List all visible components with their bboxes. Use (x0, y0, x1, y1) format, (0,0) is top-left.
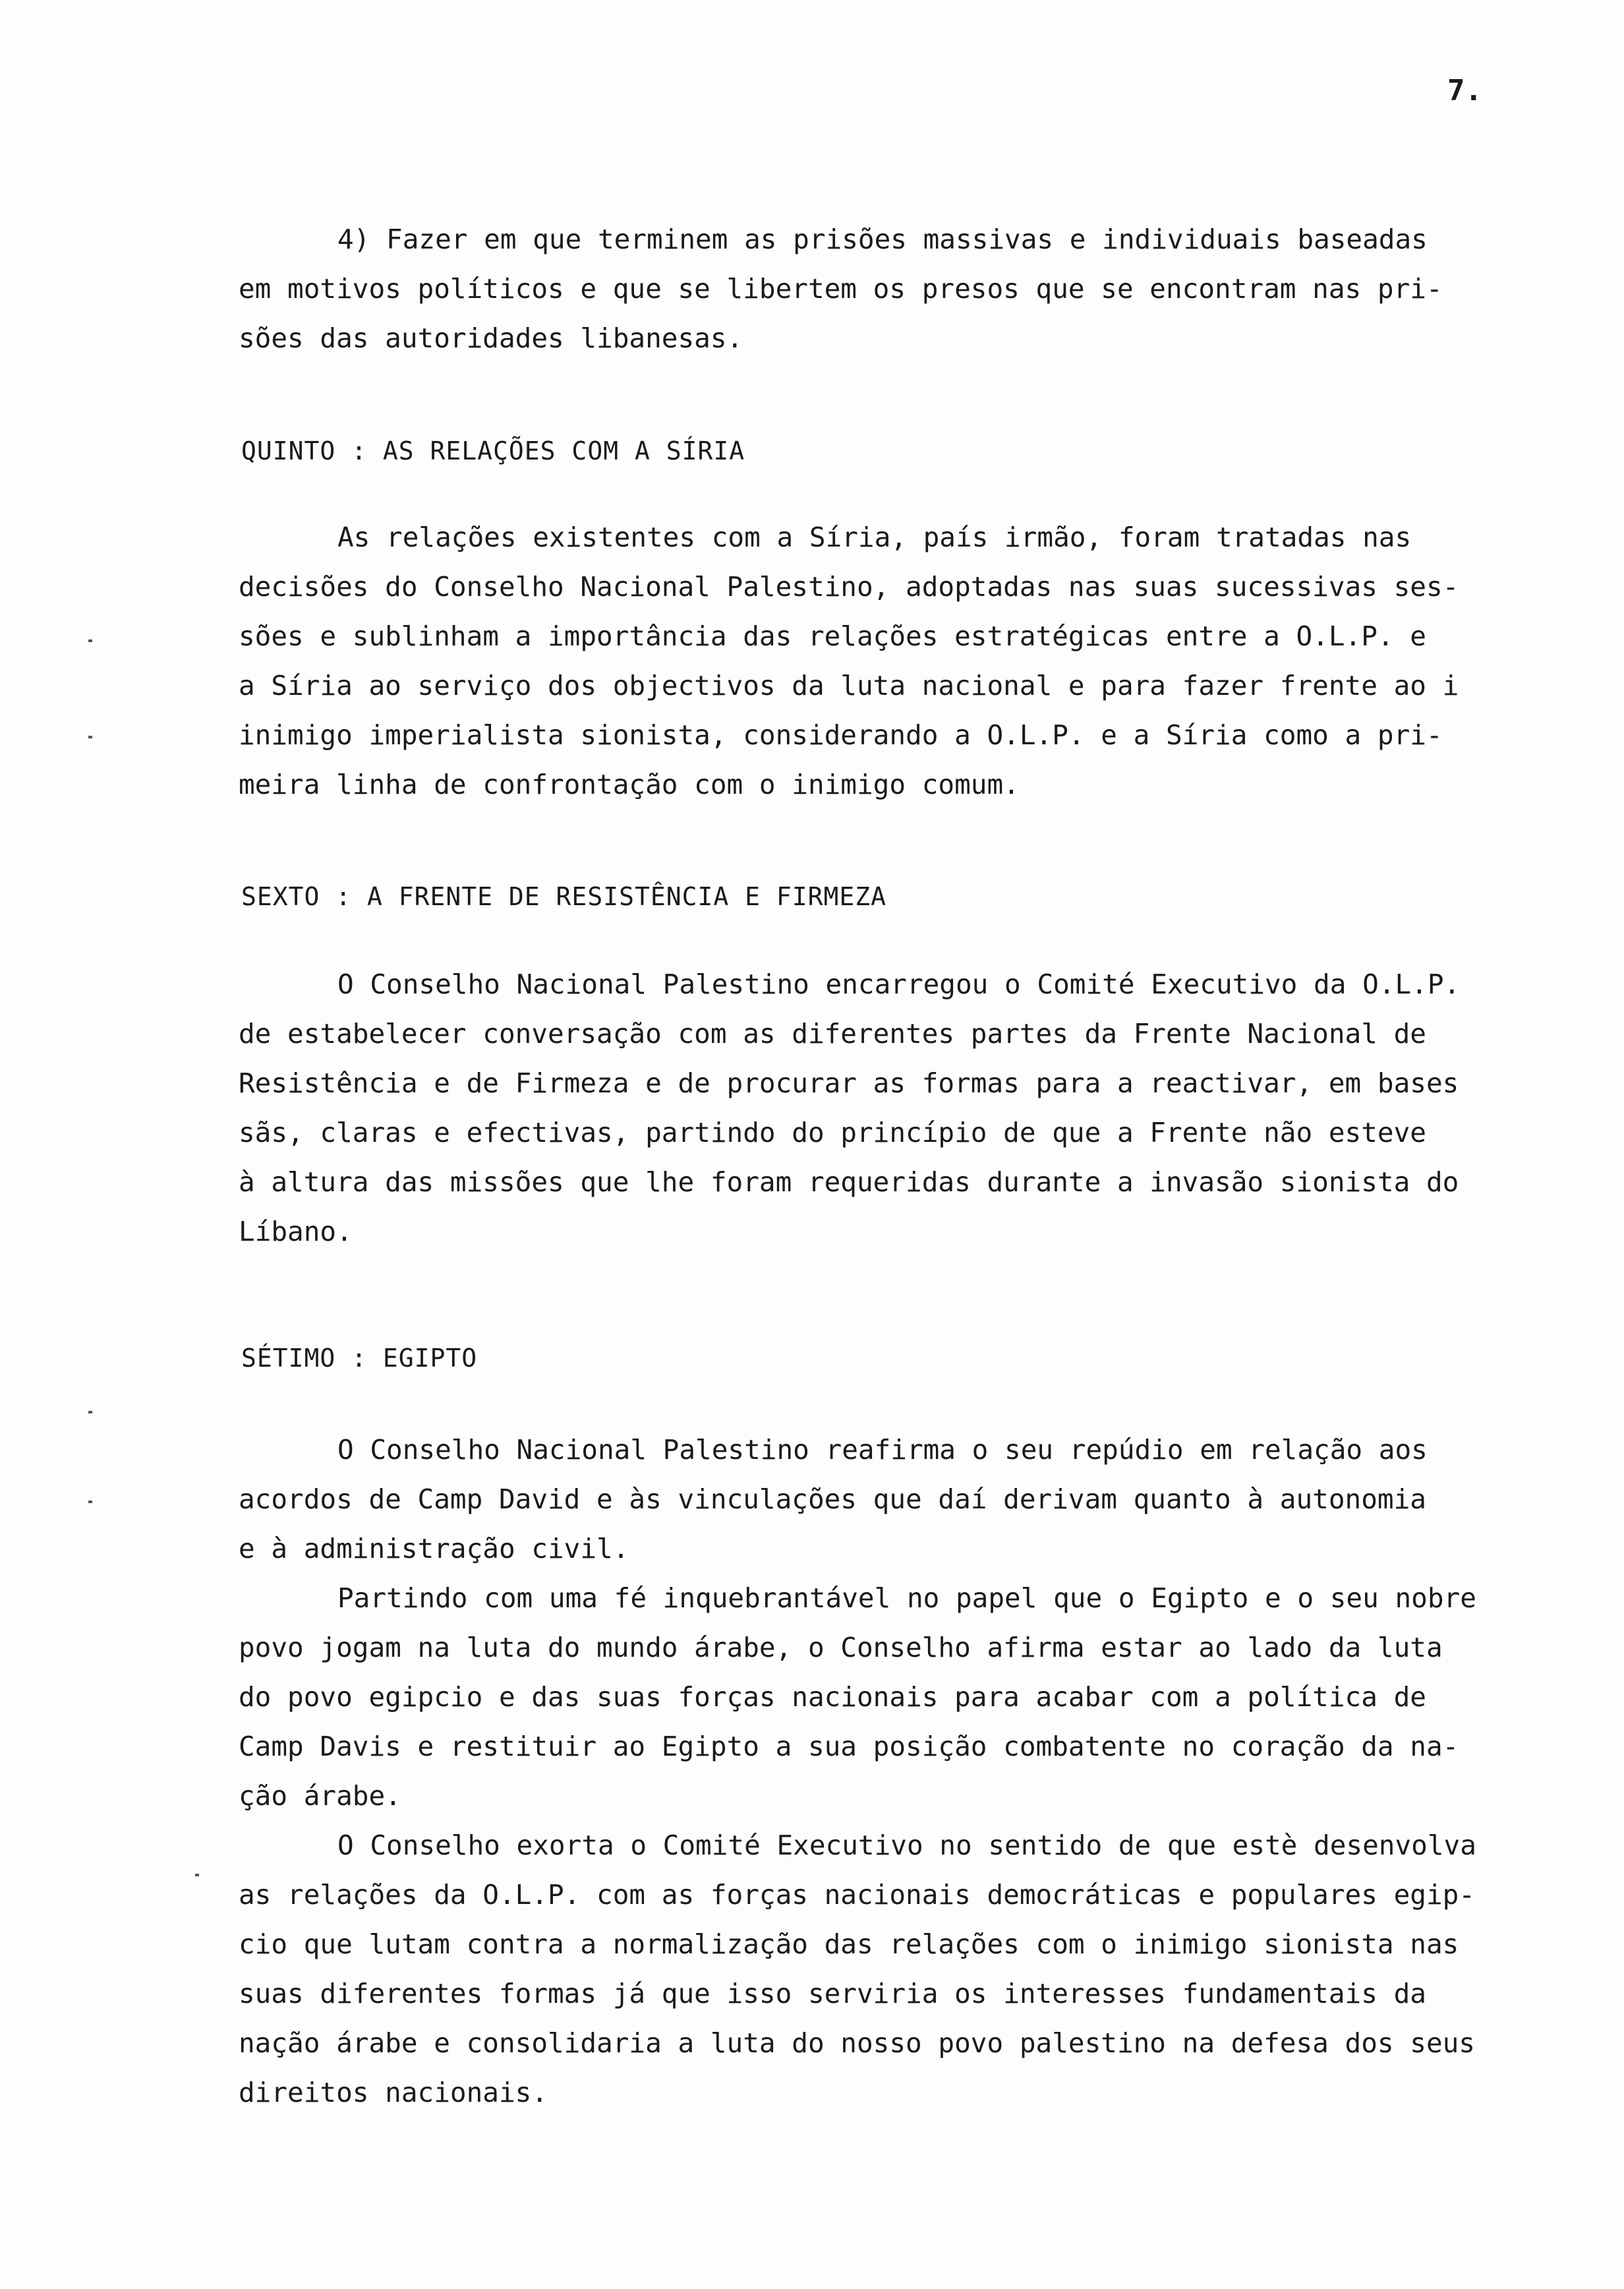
text-line: 4) Fazer em que terminem as prisões massivas e individuais baseadas (337, 223, 1428, 255)
margin-speck (88, 736, 92, 738)
text-line: decisões do Conselho Nacional Palestino, adoptadas nas suas sucessivas ses- (239, 571, 1459, 603)
text-line: sãs, claras e efectivas, partindo do princípio de que a Frente não esteve (239, 1117, 1426, 1148)
text-line: O Conselho Nacional Palestino reafirma o seu repúdio em relação aos (337, 1434, 1428, 1466)
setimo-paragraph (239, 1425, 1491, 2118)
text-line: a Síria ao serviço dos objectivos da luta nacional e para fazer frente ao i (239, 670, 1459, 701)
text-line: Resistência e de Firmeza e de procurar as formas para a reactivar, em bases (239, 1067, 1459, 1099)
sexto-paragraph (239, 960, 1491, 1257)
text-line: ção árabe. (239, 1780, 401, 1812)
text-line: e à administração civil. (239, 1533, 629, 1564)
item-4-paragraph (239, 215, 1491, 363)
text-line: Líbano. (239, 1216, 353, 1247)
text-line: nação árabe e consolidaria a luta do nosso povo palestino na defesa dos seus (239, 2027, 1475, 2059)
text-line: à altura das missões que lhe foram requeridas durante a invasão sionista do (239, 1166, 1459, 1198)
text-line: povo jogam na luta do mundo árabe, o Conselho afirma estar ao lado da luta (239, 1632, 1443, 1663)
margin-speck (88, 1411, 92, 1413)
margin-speck (88, 639, 92, 642)
text-line: sões das autoridades libanesas. (239, 322, 743, 354)
text-line: cio que lutam contra a normalização das relações com o inimigo sionista nas (239, 1928, 1459, 1960)
section-heading-sexto: SEXTO : A FRENTE DE RESISTÊNCIA E FIRMEZA (241, 882, 886, 911)
section-heading-setimo: SÉTIMO : EGIPTO (241, 1344, 478, 1373)
text-line: inimigo imperialista sionista, considerando a O.L.P. e a Síria como a pri- (239, 719, 1443, 751)
text-line: de estabelecer conversação com as diferentes partes da Frente Nacional de (239, 1018, 1426, 1050)
text-line: O Conselho Nacional Palestino encarregou o Comité Executivo da O.L.P. (337, 968, 1461, 1000)
text-line: direitos nacionais. (239, 2077, 548, 2108)
margin-speck (88, 1501, 92, 1503)
text-line: Camp Davis e restituir ao Egipto a sua posição combatente no coração da na- (239, 1731, 1459, 1762)
section-heading-quinto: QUINTO : AS RELAÇÕES COM A SÍRIA (241, 436, 745, 465)
quinto-paragraph (239, 513, 1491, 810)
text-line: sões e sublinham a importância das relações estratégicas entre a O.L.P. e (239, 620, 1426, 652)
margin-speck (195, 1874, 199, 1876)
text-line: em motivos políticos e que se libertem os presos que se encontram nas pri- (239, 273, 1443, 305)
text-line: meira linha de confrontação com o inimigo comum. (239, 769, 1020, 800)
text-line: O Conselho exorta o Comité Executivo no sentido de que estè desenvolva (337, 1829, 1476, 1861)
text-line: do povo egipcio e das suas forças nacionais para acabar com a política de (239, 1681, 1426, 1713)
text-line: Partindo com uma fé inquebrantável no papel que o Egipto e o seu nobre (337, 1582, 1476, 1614)
page-number: 7. (1447, 74, 1482, 107)
text-line: As relações existentes com a Síria, país irmão, foram tratadas nas (337, 521, 1412, 553)
text-line: suas diferentes formas já que isso serviria os interesses fundamentais da (239, 1978, 1426, 2009)
text-line: acordos de Camp David e às vinculações que daí derivam quanto à autonomia (239, 1483, 1426, 1515)
text-line: as relações da O.L.P. com as forças nacionais democráticas e populares egip- (239, 1879, 1475, 1911)
